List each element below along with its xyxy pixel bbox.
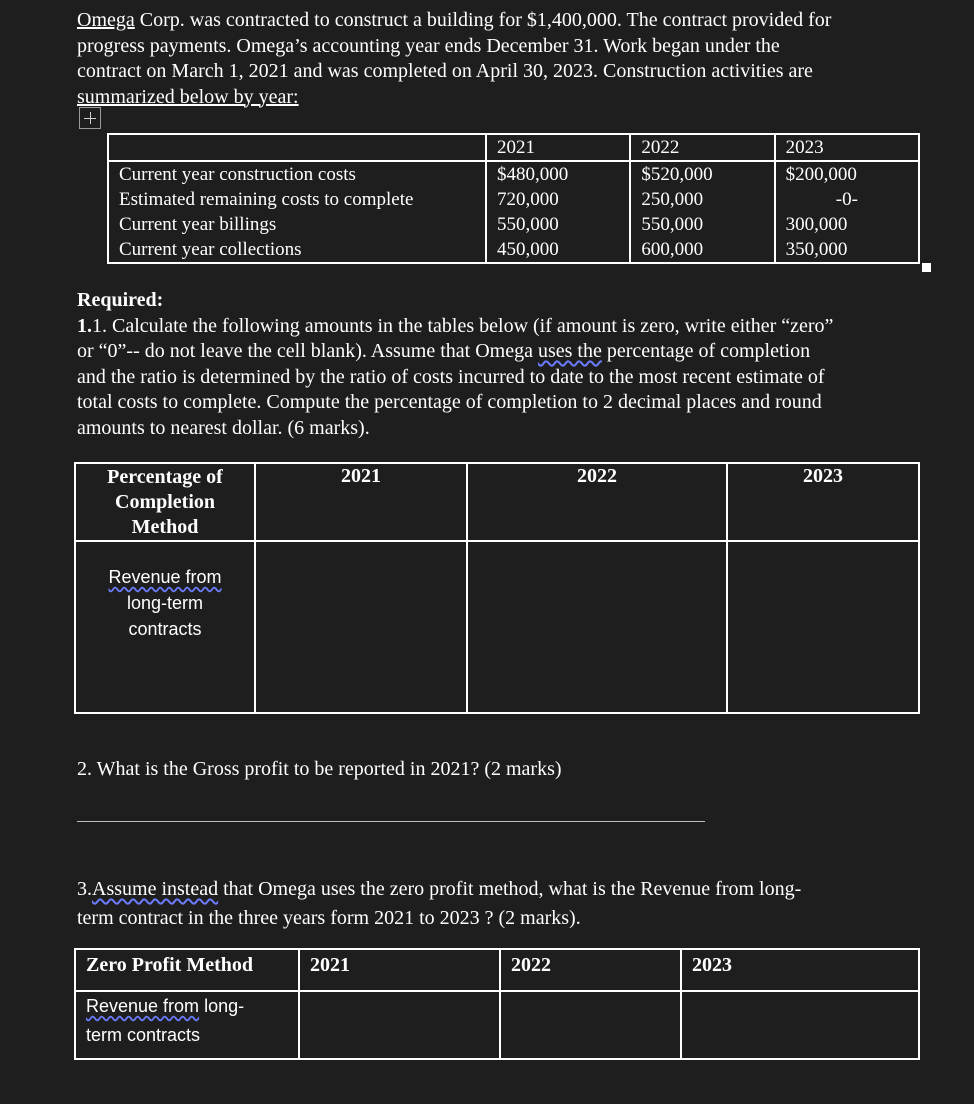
- intro-paragraph: [77, 8, 937, 110]
- q1-line-2: or “0”-- do not leave the cell blank). Assume that Omega uses the percentage of completion: [77, 340, 811, 362]
- q2-answer-line[interactable]: [77, 821, 705, 822]
- row-label-construction-costs: Current year construction costs: [108, 161, 486, 187]
- zp-row-label-revenue: Revenue from long- term contracts: [75, 991, 299, 1059]
- intro-line-1: Omega Corp. was contracted to construct a building for $1,400,000. The contract provided for: [77, 9, 832, 31]
- zero-profit-header: Zero Profit Method: [75, 949, 299, 991]
- table-cell: [108, 134, 486, 161]
- table-resize-handle[interactable]: [922, 263, 931, 272]
- q1-line-4: total costs to complete. Compute the percentage of completion to 2 decimal places and round: [77, 391, 822, 413]
- required-section: [77, 288, 937, 441]
- table-cell: $520,000: [630, 161, 774, 187]
- intro-line-3: contract on March 1, 2021 and was completed on April 30, 2023. Construction activities are: [77, 60, 813, 82]
- poc-answer-cell-2023[interactable]: [727, 541, 919, 713]
- table-row: [108, 187, 919, 212]
- q1-line-5: amounts to nearest dollar. (6 marks).: [77, 416, 370, 439]
- table-cell: 250,000: [630, 187, 774, 212]
- row-label-collections: Current year collections: [108, 237, 486, 263]
- table-row: [75, 463, 919, 541]
- table-row: [108, 134, 919, 161]
- year-header-2022: 2022: [630, 134, 774, 161]
- q1-line-1: 1.1. Calculate the following amounts in the tables below (if amount is zero, write either “zero”: [77, 314, 834, 337]
- year-header-2023: 2023: [775, 134, 919, 161]
- poc-year-2022: 2022: [467, 463, 727, 541]
- q1-line-3: and the ratio is determined by the ratio of costs incurred to date to the most recent estimate of: [77, 365, 825, 388]
- table-row: [75, 541, 919, 713]
- table-row: [108, 161, 919, 187]
- row-label-billings: Current year billings: [108, 212, 486, 237]
- zero-profit-table: [74, 948, 920, 1060]
- zp-year-2022: 2022: [500, 949, 681, 991]
- zp-answer-cell-2022[interactable]: [500, 991, 681, 1059]
- intro-line-4: summarized below by year:: [77, 85, 299, 108]
- table-move-handle-icon[interactable]: [79, 107, 101, 129]
- poc-header-label: Percentage of Completion Method: [75, 463, 255, 541]
- poc-row-label-revenue: Revenue from long-term contracts: [75, 541, 255, 713]
- table-cell: 300,000: [775, 212, 919, 237]
- table-row: [108, 212, 919, 237]
- table-row: [75, 991, 919, 1059]
- table-cell: $480,000: [486, 161, 630, 187]
- table-row: [108, 237, 919, 263]
- construction-activity-table: [107, 133, 920, 264]
- q3-section: [77, 877, 937, 931]
- poc-year-2021: 2021: [255, 463, 467, 541]
- table-cell: -0-: [775, 187, 919, 212]
- q3-line-2: term contract in the three years form 2021 to 2023 ? (2 marks).: [77, 906, 581, 929]
- table-row: [75, 949, 919, 991]
- zp-answer-cell-2023[interactable]: [681, 991, 919, 1059]
- q3-line-1: 3.Assume instead that Omega uses the zero profit method, what is the Revenue from long-: [77, 878, 802, 900]
- zp-year-2023: 2023: [681, 949, 919, 991]
- table-cell: $200,000: [775, 161, 919, 187]
- table-cell: 550,000: [486, 212, 630, 237]
- intro-line-2: progress payments. Omega’s accounting year ends December 31. Work began under the: [77, 34, 780, 57]
- required-heading: Required:: [77, 289, 164, 311]
- poc-answer-cell-2021[interactable]: [255, 541, 467, 713]
- table-cell: 550,000: [630, 212, 774, 237]
- q2-text: 2. What is the Gross profit to be reported in 2021? (2 marks): [77, 758, 562, 780]
- table-cell: 450,000: [486, 237, 630, 263]
- company-name: Omega: [77, 9, 135, 31]
- table-cell: 350,000: [775, 237, 919, 263]
- table-cell: 720,000: [486, 187, 630, 212]
- poc-year-2023: 2023: [727, 463, 919, 541]
- row-label-remaining-costs: Estimated remaining costs to complete: [108, 187, 486, 212]
- year-header-2021: 2021: [486, 134, 630, 161]
- zp-answer-cell-2021[interactable]: [299, 991, 500, 1059]
- table-cell: 600,000: [630, 237, 774, 263]
- percentage-completion-table: [74, 462, 920, 714]
- zp-year-2021: 2021: [299, 949, 500, 991]
- poc-answer-cell-2022[interactable]: [467, 541, 727, 713]
